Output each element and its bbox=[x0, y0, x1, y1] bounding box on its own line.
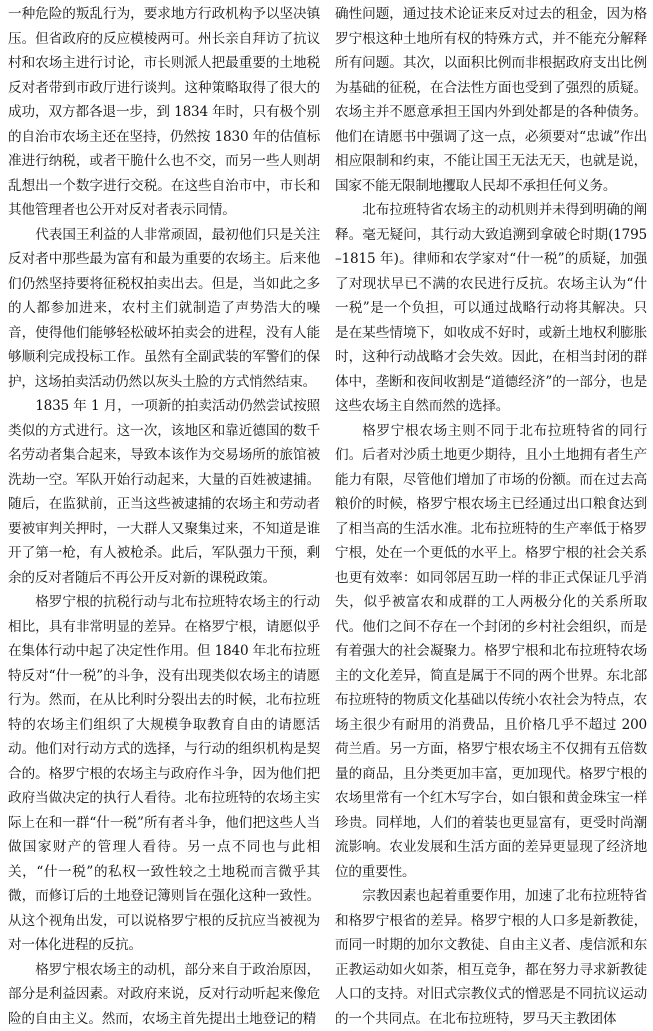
paragraph: 格罗宁根的抗税行动与北布拉班特农场主的行动相比，具有非常明显的差异。在格罗宁根，请愿似乎在集体行动中起了决定性作用。但 1840 年北布拉班特反对“什一税”的斗争，没有出现类似农场主的请愿行为。然而，在从比利时分裂出去的时候，北布拉班特的农场主们组织了大规模争取教育自由的请愿活动。他们对行动方式的选择，与行动的组织机构是契合的。格罗宁根的农场主与政府作斗争，因为他们把政府当做决定的执行人看待。北布拉班特的农场主实际上在和一群“什一税”所有者斗争，他们把这些人当做国家财产的管理人看待。另一点不同也与此相关，“什一税”的私权一致性较之土地税而言微乎其微，而修订后的土地登记簿则旨在强化这种一致性。从这个视角出发，可以说格罗宁根的反抗应当被视为对一体化进程的反抗。 bbox=[8, 590, 320, 958]
paragraph: 代表国王利益的人非常顽固，最初他们只是关注反对者中那些最为富有和最为重要的农场主。后来他们仍然坚持要将征税权拍卖出去。但是，当如此之多的人都参加进来，农村主们就制造了声势浩大的噪音，使得他们能够轻松破坏拍卖会的进程，没有人能够顺利完成投标工作。虽然有全副武装的军警们的保护，这场拍卖活动仍然以灰头土脸的方式悄然结束。 bbox=[8, 223, 320, 395]
paragraph: 格罗宁根农场主则不同于北布拉班特省的同行们。后者对沙质土地更少期待，且小土地拥有者生产能力有限，尽管他们增加了市场的份额。而在过去高粮价的时候，格罗宁根农场主已经通过出口粮食达到了相当高的生活水准。北布拉班特的生产率低于格罗宁根，处在一个更低的水平上。格罗宁根的社会关系也更有效率：如同邻居互助一样的非正式保证几乎消失，似乎被富农和成群的工人两极分化的关系所取代。他们之间不存在一个封闭的乡村社会组织，而是有着强大的社会凝聚力。格罗宁根和北布拉班特农场主的文化差异，简直是属于不同的两个世界。东北部布拉班特的物质文化基础以传统小农社会为特点，农场主很少有耐用的消费品，且价格几乎不超过 200 荷兰盾。另一方面，格罗宁根农场主不仅拥有五倍数量的商品，且分类更加丰富，更加现代。格罗宁根的农场里常有一个红木写字台，如白银和黄金珠宝一样珍贵。同样地，人们的着装也更显富有，更受时尚潮流影响。农业发展和生活方面的差异更显现了经济地位的重要性。 bbox=[335, 419, 647, 885]
paragraph-continued: 确性问题，通过技术论证来反对过去的租金，因为格罗宁根这种土地所有权的特殊方式，并不能充分解释所有问题。其次，以面积比例而非根据政府支出比例为基础的征税，在合法性方面也受到了强烈的质疑。农场主并不愿意承担王国内外到处都是的各种债务。他们在请愿书中强调了这一点，必须要对“忠诚”作出相应限制和约束，不能让国王无法无天，也就是说，国家不能无限制地攫取人民却不承担任何义务。 bbox=[335, 2, 647, 198]
left-column bbox=[8, 2, 320, 889]
paragraph-continued: 一种危险的叛乱行为，要求地方行政机构予以坚决镇压。但省政府的反应模棱两可。州长亲自拜访了抗议村和农场主进行讨论，市长则派人把最重要的土地税反对者带到市政厅进行谈判。这种策略取得了很大的成功，双方都各退一步，到 1834 年时，只有极个别的自治市农场主还在坚持，仍然按 1830 年的估值标准进行纳税，或者干脆什么也不交，而另一些人则胡乱想出一个数字进行交税。在这些自治市中，市长和其他管理者也公开对反对者表示同情。 bbox=[8, 2, 320, 223]
right-column bbox=[335, 2, 647, 889]
paragraph: 北布拉班特省农场主的动机则并未得到明确的阐释。毫无疑问，其行动大致追溯到拿破仑时期(1795–1815 年)。律师和农学家对“什一税”的质疑，加强了对现状早已不满的农民进行反抗。农场主认为“什一税”是一个负担，可以通过战略行动将其解决。只是在某些情境下，如收成不好时，或新土地权利膨胀时，这种行动战略才会失效。因此，在相当封闭的群体中，垄断和夜间收割是“道德经济”的一部分，也是这些农场主自然而然的选择。 bbox=[335, 198, 647, 419]
paragraph: 宗教因素也起着重要作用，加速了北布拉班特省和格罗宁根省的差异。格罗宁根的人口多是新教徒，而同一时期的加尔文教徒、自由主义者、虔信派和东正教运动如火如荼，相互竞争，都在努力寻求新教徒人口的支持。对旧式宗教仪式的憎恶是不同抗议运动的一个共同点。在北布拉班特，罗马天主教团体 bbox=[335, 884, 647, 1031]
paragraph: 1835 年 1 月，一项新的拍卖活动仍然尝试按照类似的方式进行。这一次，该地区和靠近德国的数千名劳动者集合起来，导致本该作为交易场所的旅馆被洗劫一空。军队开始行动起来，大量的百姓被逮捕。随后，在监狱前，正当这些被逮捕的农场主和劳动者要被审判关押时，一大群人又聚集过来，不知道是谁开了第一枪，有人被枪杀。此后，军队强力干预，剩余的反对者随后不再公开反对新的课税政策。 bbox=[8, 394, 320, 590]
paragraph: 格罗宁根农场主的动机，部分来自于政治原因，部分是利益因素。对政府来说，反对行动听起来像危险的自由主义。然而，农场主首先提出土地登记的精 bbox=[8, 958, 320, 1031]
